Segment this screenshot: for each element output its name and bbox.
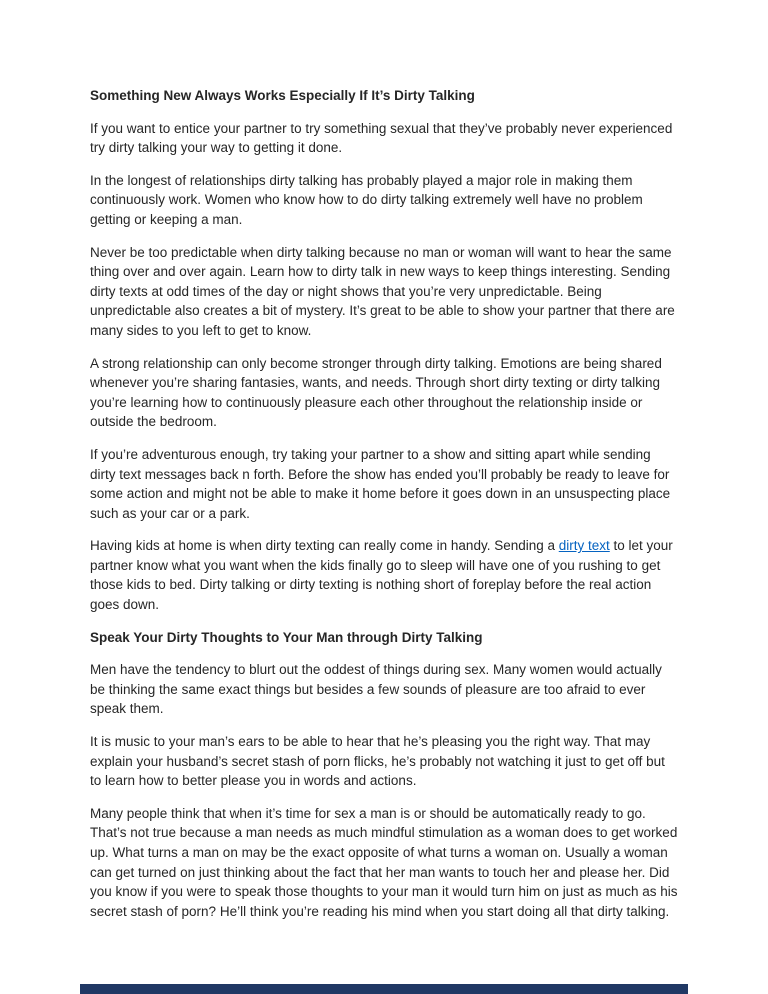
paragraph-8: It is music to your man’s ears to be able to hear that he’s pleasing you the right way. That may explain your husband’s secret stash of porn flicks, he’s probably not watching it just to get off but to learn how to better please you in words and actions. bbox=[90, 734, 665, 789]
paragraph-6-text-after: to let your partner know what you want when the kids finally go to sleep will have one of you rushing to get those kids to bed. Dirty talking or dirty texting is nothing short of foreplay before the real action goes down. bbox=[90, 538, 673, 613]
paragraph-6-text-before: Having kids at home is when dirty texting can really come in handy. Sending a bbox=[90, 538, 559, 554]
paragraph-6 bbox=[90, 536, 678, 614]
paragraph-5: If you’re adventurous enough, try taking your partner to a show and sitting apart while sending dirty text messages back n forth. Before the show has ended you’ll probably be ready to leave for some action and might not be able to make it home before it goes down in an unsuspecting place such as your car or a park. bbox=[90, 446, 671, 521]
dirty-text-link[interactable]: dirty text bbox=[558, 538, 610, 554]
paragraph-4: A strong relationship can only become stronger through dirty talking. Emotions are being shared whenever you’re sharing fantasies, wants, and needs. Through short dirty texting or dirty talking you’re learning how to continuously pleasure each other throughout the relationship inside or outside the bedroom. bbox=[90, 355, 662, 430]
paragraph-1: If you want to entice your partner to try something sexual that they’ve probably never experienced try dirty talking your way to getting it done. bbox=[90, 120, 673, 156]
footer-bar bbox=[80, 984, 688, 994]
paragraph-2: In the longest of relationships dirty talking has probably played a major role in making them continuously work. Women who know how to do dirty talking extremely well have no problem getting or keeping a man. bbox=[90, 172, 643, 227]
paragraph-3: Never be too predictable when dirty talking because no man or woman will want to hear the same thing over and over again. Learn how to dirty talk in new ways to keep things interesting. Sending dirty texts at odd times of the day or night shows that you’re very unpredictable. Being unpredictable also creates a bit of mystery. It’s great to be able to show your partner that there are many sides to you left to get to know. bbox=[90, 244, 675, 338]
paragraph-9: Many people think that when it’s time for sex a man is or should be automatically ready to go. That’s not true because a man needs as much mindful stimulation as a woman does to get worked up. What turns a man on may be the exact opposite of what turns a woman on. Usually a woman can get turned on just thinking about the fact that her man wants to touch her and please her. Did you know if you were to speak those thoughts to your man it would turn him on just as much as his secret stash of porn? He’ll think you’re reading his mind when you start doing all that dirty talking. bbox=[90, 805, 678, 919]
section-heading-1: Something New Always Works Especially If It’s Dirty Talking bbox=[90, 88, 475, 103]
section-heading-2: Speak Your Dirty Thoughts to Your Man through Dirty Talking bbox=[90, 629, 483, 645]
paragraph-7: Men have the tendency to blurt out the oddest of things during sex. Many women would actually be thinking the same exact things but besides a few sounds of pleasure are too afraid to ever speak them. bbox=[90, 662, 662, 717]
